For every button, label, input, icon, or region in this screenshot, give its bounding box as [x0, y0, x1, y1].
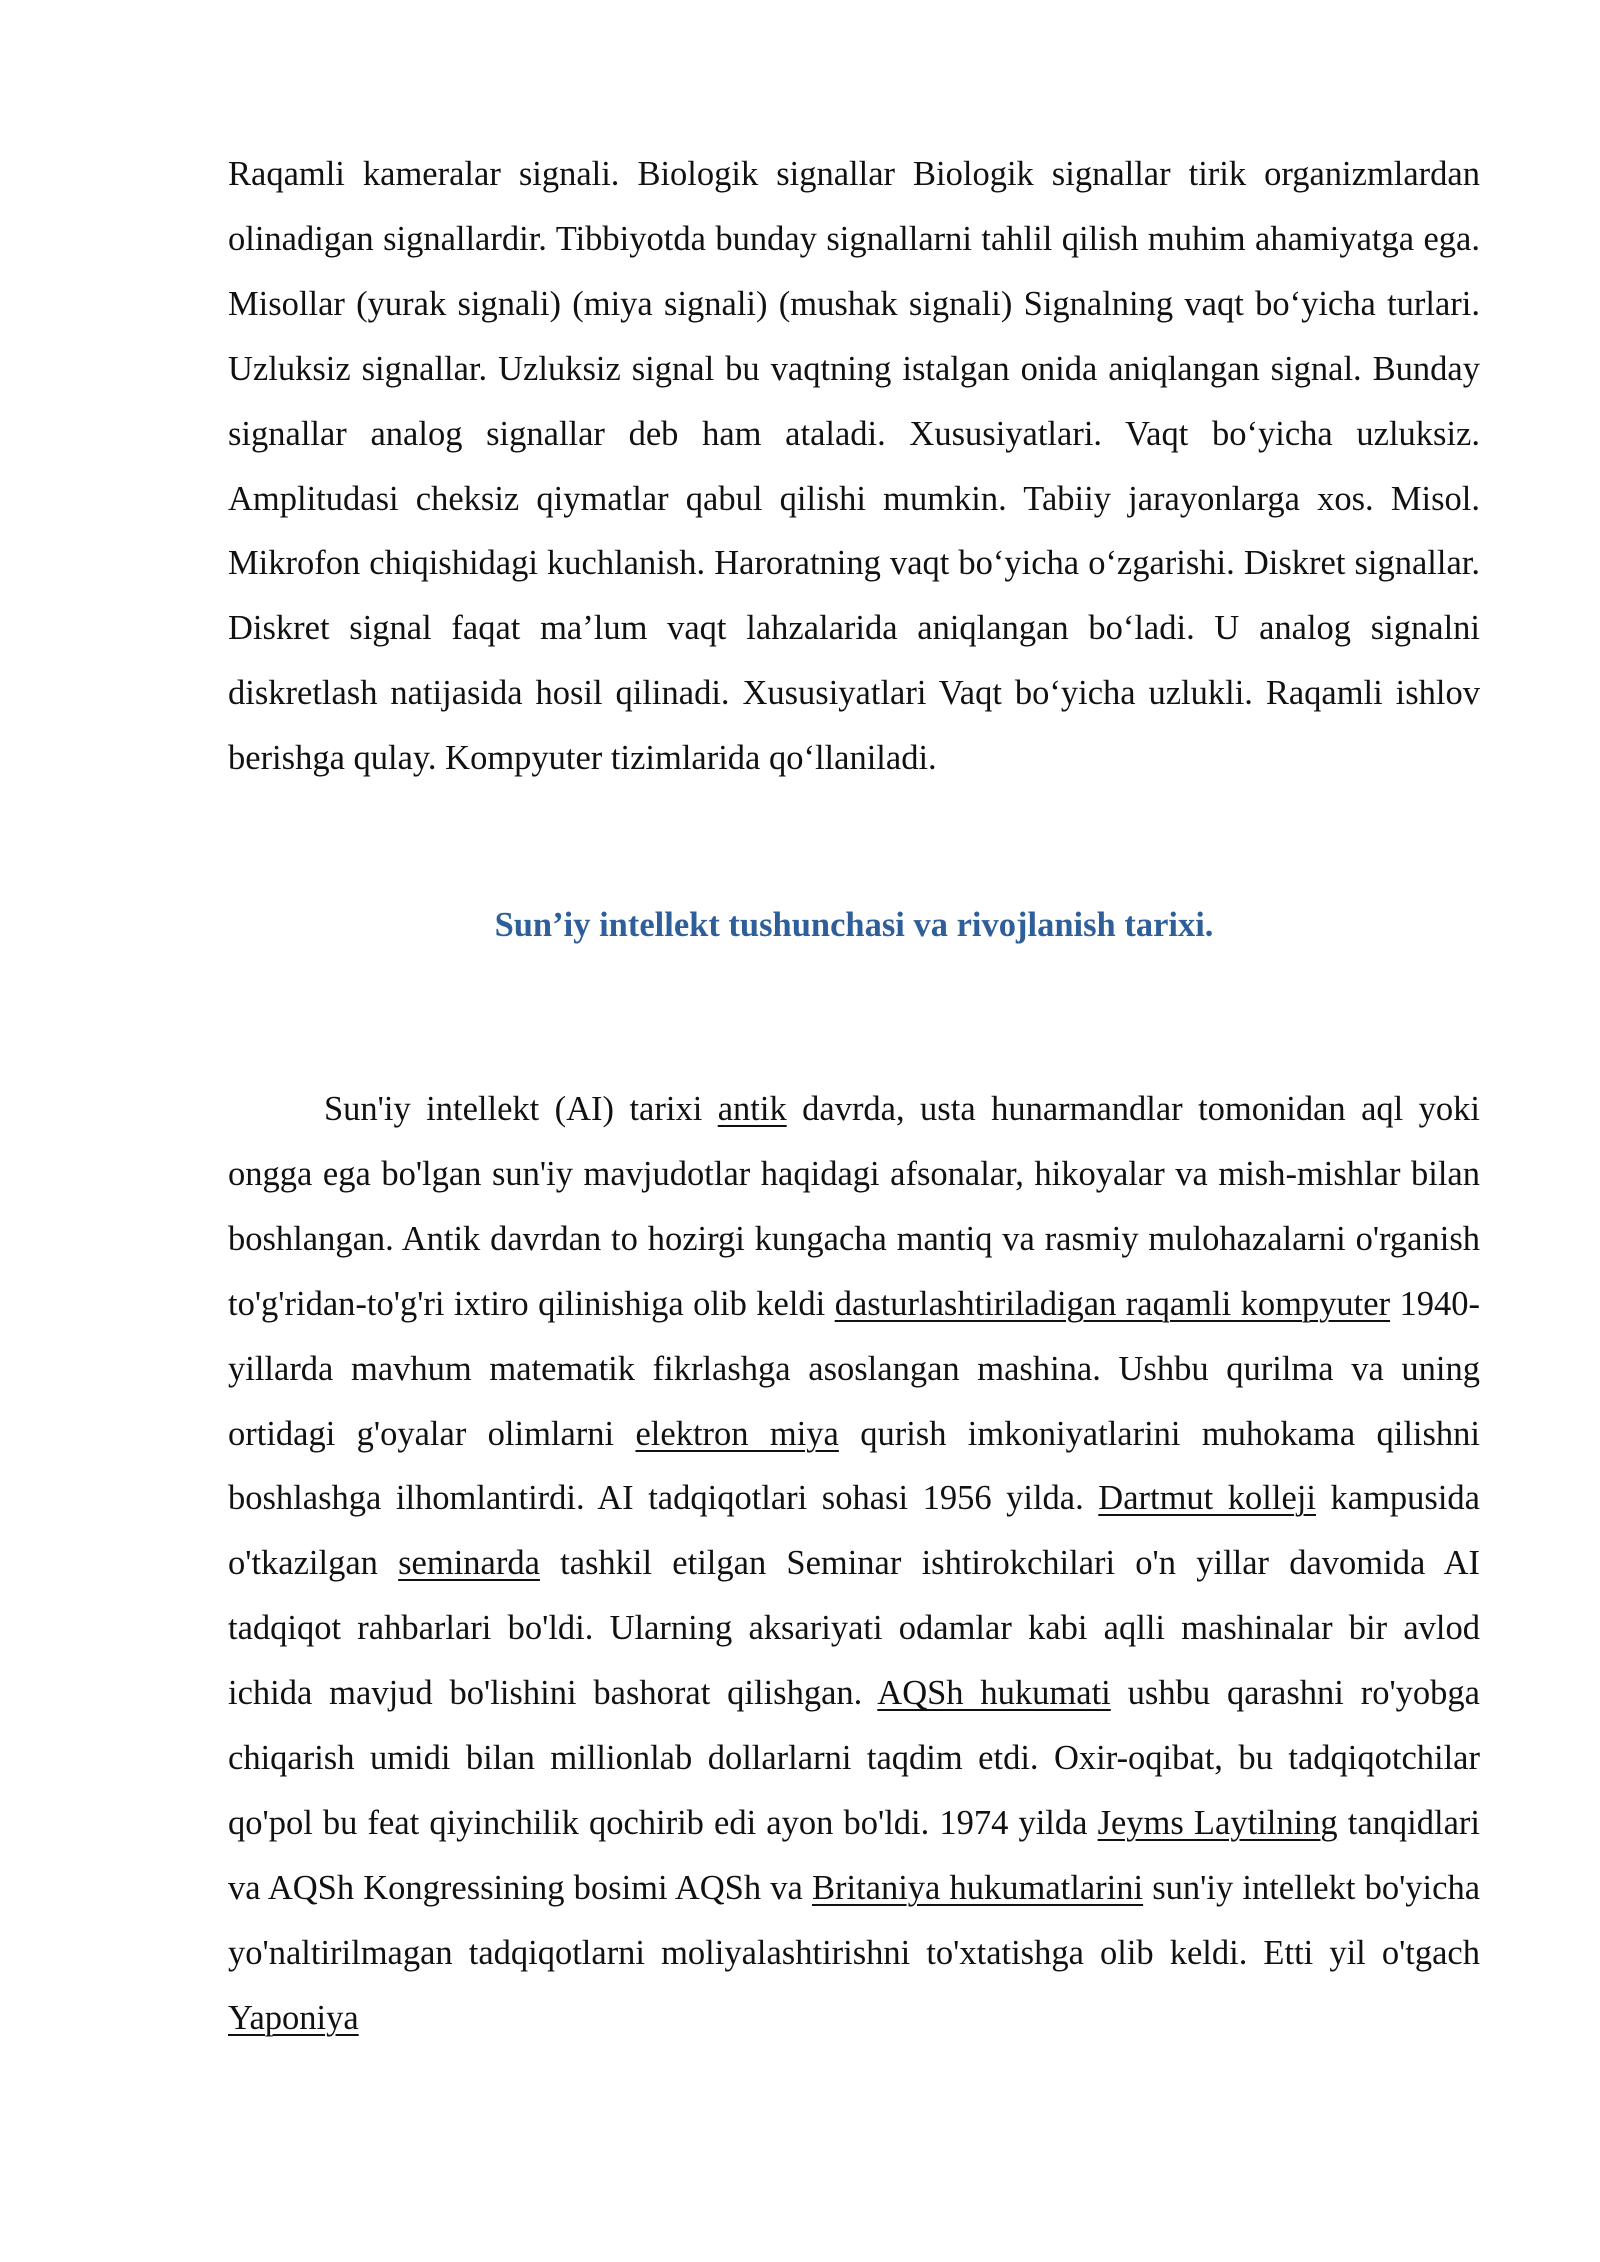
- paragraph-ai-history: [228, 1077, 1480, 2051]
- link-antik[interactable]: antik: [717, 1090, 787, 1128]
- text-run: davrda, usta hunarmandlar tomonidan aql yoki ongga ega bo'lgan sun'iy mavjudotlar haqidagi afsonalar, hikoyalar va mish-mishlar bilan boshlangan. Antik davrdan to hozirgi kungacha mantiq va rasmiy mulohazalarni o'rganish to'g'ridan-to'g'ri ixtiro qilinishiga olib keldi: [228, 1090, 1481, 1323]
- link-japan[interactable]: Yaponiya: [228, 1998, 359, 2037]
- text-run: tanqidlari va AQSh Kongressining bosimi AQSh va: [228, 1803, 1480, 1907]
- section-heading: Sun’iy intellekt tushunchasi va rivojlanish tarixi.: [494, 906, 1214, 944]
- text-run: tashkil etilgan Seminar ishtirokchilari o'n yillar davomida AI tadqiqot rahbarlari bo'ldi. Ularning aksariyati odamlar kabi aqlli mashinalar bir avlod ichida mavjud bo'lishini bashorat qilishgan.: [228, 1544, 1480, 1713]
- link-dartmouth-college[interactable]: Dartmut kolleji: [1098, 1479, 1316, 1518]
- link-us-government[interactable]: AQSh hukumati: [877, 1674, 1111, 1713]
- text-run: kampusida o'tkazilgan: [228, 1479, 1480, 1583]
- text-run: ushbu qarashni ro'yobga chiqarish umidi bilan millionlab dollarlarni taqdim etdi. Oxir-oqibat, bu tadqiqotchilar qo'pol bu feat qiyinchilik qochirib edi ayon bo'ldi. 1974 yilda: [228, 1674, 1480, 1842]
- text-run: qurish imkoniyatlarini muhokama qilishni boshlashga ilhomlantirdi. AI tadqiqotlari sohasi 1956 yilda.: [228, 1414, 1480, 1518]
- link-programmable-computer[interactable]: dasturlashtiriladigan raqamli kompyuter: [834, 1284, 1391, 1323]
- link-electronic-brain[interactable]: elektron miya: [635, 1414, 839, 1453]
- link-british-governments[interactable]: Britaniya hukumatlarini: [811, 1868, 1144, 1907]
- text-run: sun'iy intellekt bo'yicha yo'naltirilmagan tadqiqotlarni moliyalashtirishni to'xtatishga olib keldi. Etti yil o'tgach: [228, 1868, 1481, 1972]
- text-run: Sun'iy intellekt (AI) tarixi: [324, 1090, 718, 1128]
- link-seminar[interactable]: seminarda: [398, 1544, 540, 1583]
- paragraph-signals: Raqamli kameralar signali. Biologik signallar Biologik signallar tirik organizmlardan olinadigan signallardir. Tibbiyotda bunday signallarni tahlil qilish muhim ahamiyatga ega. Misollar (yurak signali) (miya signali) (mushak signali) Signalning vaqt bo‘yicha turlari. Uzluksiz signallar. Uzluksiz signal bu vaqtning istalgan onida aniqlangan signal. Bunday signallar analog signallar deb ham ataladi. Xususiyatlari. Vaqt bo‘yicha uzluksiz. Amplitudasi cheksiz qiymatlar qabul qilishi mumkin. Tabiiy jarayonlarga xos. Misol. Mikrofon chiqishidagi kuchlanish. Haroratning vaqt bo‘yicha o‘zgarishi. Diskret signallar. Diskret signal faqat ma’lum vaqt lahzalarida aniqlangan bo‘ladi. U analog signalni diskretlash natijasida hosil qilinadi. Xususiyatlari Vaqt bo‘yicha uzlukli. Raqamli ishlov berishga qulay. Kompyuter tizimlarida qo‘llaniladi.: [228, 155, 1480, 778]
- link-james-lighthill[interactable]: Jeyms Laytilning: [1097, 1803, 1338, 1842]
- text-run: 1940-yillarda mavhum matematik fikrlashga asoslangan mashina. Ushbu qurilma va uning ortidagi g'oyalar olimlarni: [228, 1284, 1480, 1453]
